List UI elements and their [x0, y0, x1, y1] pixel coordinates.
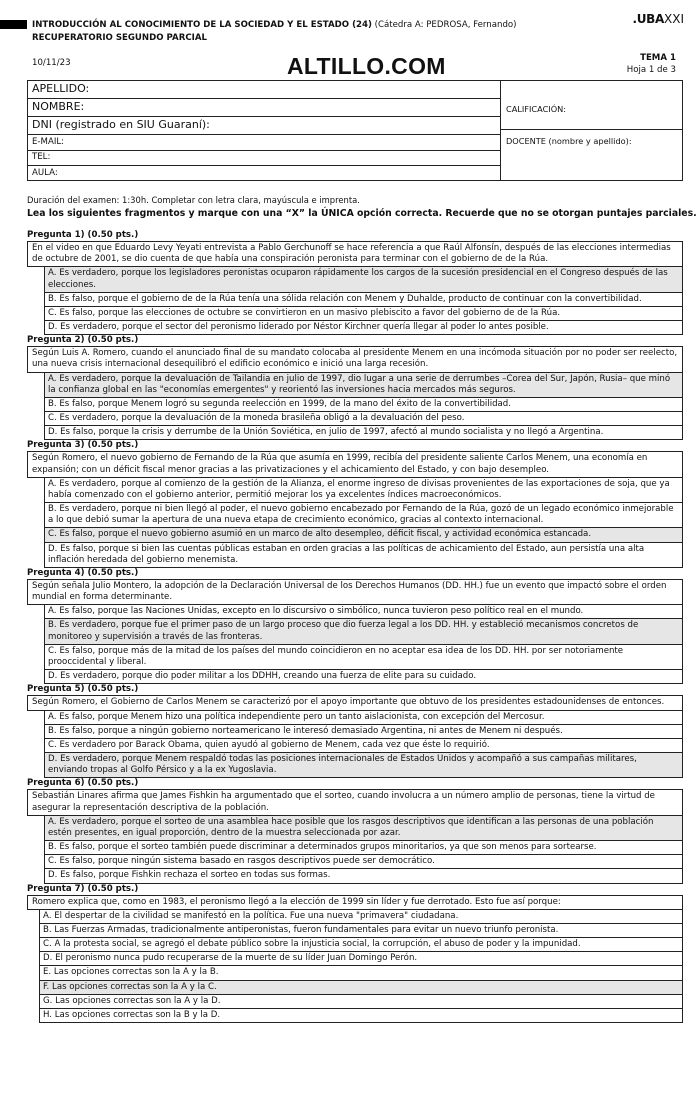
teacher-field: DOCENTE (nombre y apellido):	[506, 136, 632, 146]
question-2	[27, 335, 683, 440]
uba-logo-sub: XXI	[664, 12, 684, 26]
email-field[interactable]: E-MAIL:	[28, 135, 500, 151]
exam-duration: Duración del examen: 1:30h. Completar con letra clara, mayúscula e imprenta.	[27, 195, 360, 205]
answer-option-c[interactable]: C. Es verdadero por Barack Obama, quien ayudó al gobierno de Menem, cada vez que éste lo requirió.	[44, 739, 683, 753]
student-info-form	[27, 80, 683, 181]
answer-option-b[interactable]: B. Es verdadero, porque ni bien llegó al poder, el nuevo gobierno encabezado por Fernando de la Rúa, gozó de un legado económico inmejorable a lo que debió sumar la apertura de una nueva etapa de crecimiento económico, gracias al contexto internacional.	[44, 503, 683, 528]
answer-option-d[interactable]: D. Es verdadero, porque el sector del peronismo liderado por Néstor Kirchner quería llegar al poder lo antes posible.	[44, 321, 683, 335]
question-stem: Según Romero, el nuevo gobierno de Fernando de la Rúa que asumía en 1999, recibía del presidente saliente Carlos Menem, una economía en expansión; con un déficit fiscal menor gracias a las privatizaciones y el achicamiento del Estado, y con bajo desempleo.	[27, 451, 683, 477]
answer-option-h[interactable]: H. Las opciones correctas son la B y la D.	[39, 1009, 683, 1023]
exam-date: 10/11/23	[32, 58, 71, 68]
answer-option-d[interactable]: D. Es verdadero, porque dio poder militar a los DDHH, creando una fuerza de elite para su cuidado.	[44, 670, 683, 684]
answer-option-a[interactable]: A. Es verdadero, porque el sorteo de una asamblea hace posible que los rasgos descriptivos que identifican a las personas de una población estén presentes, en igual proporción, dentro de la muestra seleccionada por azar.	[44, 816, 683, 841]
course-chair: (Cátedra A: PEDROSA, Fernando)	[374, 20, 517, 30]
question-stem: Sebastián Linares afirma que James Fishkin ha argumentado que el sorteo, cuando involucra a un número amplio de personas, tiene la virtud de asegurar la representación descriptiva de la población.	[27, 789, 683, 815]
course-title	[32, 20, 592, 31]
question-heading: Pregunta 4) (0.50 pts.)	[27, 567, 139, 578]
question-7	[27, 884, 683, 1024]
exam-instructions: Lea los siguientes fragmentos y marque con una “X” la ÚNICA opción correcta. Recuerde que no se otorgan puntajes parciales.	[27, 208, 697, 219]
aula-field[interactable]: AULA:	[32, 168, 58, 179]
theme-label: TEMA 1	[640, 53, 676, 63]
answer-option-d[interactable]: D. Es verdadero, porque Menem respaldó todas las posiciones internacionales de Estados Unidos y acompañó a sus campañas militares, enviando tropas al Golfo Pérsico y a la ex Yugoslavia.	[44, 753, 683, 778]
apellido-field[interactable]: APELLIDO:	[28, 81, 500, 99]
question-heading: Pregunta 3) (0.50 pts.)	[27, 440, 139, 451]
answer-option-g[interactable]: G. Las opciones correctas son la A y la D.	[39, 995, 683, 1009]
question-stem: Según Luis A. Romero, cuando el anunciado final de su mandato colocaba al presidente Menem en una incómoda situación por no poder ser reelecto, una nueva crisis internacional desequilibró el edificio económico e inició una larga recesión.	[27, 346, 683, 372]
exam-type: RECUPERATORIO SEGUNDO PARCIAL	[32, 33, 207, 43]
question-heading: Pregunta 6) (0.50 pts.)	[27, 778, 139, 789]
answer-option-b[interactable]: B. Es falso, porque a ningún gobierno norteamericano le interesó demasiado Argentina, ni antes de Menem ni después.	[44, 725, 683, 739]
grade-divider	[501, 129, 683, 130]
nombre-field[interactable]: NOMBRE:	[28, 99, 500, 117]
question-3	[27, 440, 683, 568]
answer-option-e[interactable]: E. Las opciones correctas son la A y la B.	[39, 966, 683, 980]
uba-logo	[632, 12, 684, 28]
answer-option-a[interactable]: A. Es verdadero, porque la devaluación de Tailandia en julio de 1997, dio lugar a una serie de derrumbes –Corea del Sur, Japón, Rusia– que minó la confianza global en las "economías emergentes" y reorientó las inversiones hacia mercados más seguros.	[44, 373, 683, 398]
question-stem: Según Romero, el Gobierno de Carlos Menem se caracterizó por el apoyo importante que obtuvo de los presidentes estadounidenses de entonces.	[27, 695, 683, 710]
question-heading: Pregunta 5) (0.50 pts.)	[27, 684, 139, 695]
answer-option-d[interactable]: D. El peronismo nunca pudo recuperarse de la muerte de su líder Juan Domingo Perón.	[39, 952, 683, 966]
question-heading: Pregunta 7) (0.50 pts.)	[27, 883, 139, 894]
watermark: ALTILLO.COM	[287, 53, 446, 79]
question-6	[27, 778, 683, 883]
questions-list	[27, 230, 683, 1023]
corner-bar	[0, 20, 27, 29]
grade-field: CALIFICACIÓN:	[506, 104, 567, 114]
answer-option-a[interactable]: A. Es verdadero, porque los legisladores peronistas ocuparon rápidamente los cargos de la sucesión presidencial en el Congreso después de las elecciones.	[44, 267, 683, 292]
answer-option-c[interactable]: C. A la protesta social, se agregó el debate público sobre la injusticia social, la corrupción, el abuso de poder y la impunidad.	[39, 938, 683, 952]
answer-option-b[interactable]: B. Las Fuerzas Armadas, tradicionalmente antiperonistas, fueron fundamentales para evitar un nuevo triunfo peronista.	[39, 924, 683, 938]
question-stem: Según señala Julio Montero, la adopción de la Declaración Universal de los Derechos Humanos (DD. HH.) fue un evento que impactó sobre el orden mundial en forma determinante.	[27, 579, 683, 605]
tel-field[interactable]: TEL:	[28, 151, 500, 167]
answer-option-f[interactable]: F. Las opciones correctas son la A y la C.	[39, 981, 683, 995]
answer-option-b[interactable]: B. Es falso, porque el gobierno de de la Rúa tenía una sólida relación con Menem y Duhalde, producto de continuar con la convertibilidad.	[44, 293, 683, 307]
question-5	[27, 684, 683, 778]
answer-option-c[interactable]: C. Es verdadero, porque la devaluación de la moneda brasileña obligó a la devaluación del peso.	[44, 412, 683, 426]
question-stem: Romero explica que, como en 1983, el peronismo llegó a la elección de 1999 sin líder y fue derrotado. Esto fue así porque:	[27, 895, 683, 910]
page-indicator: Hoja 1 de 3	[626, 65, 676, 75]
answer-option-c[interactable]: C. Es falso, porque el nuevo gobierno asumió en un marco de alto desempleo, déficit fiscal, y actividad económica estancada.	[44, 528, 683, 542]
answer-option-d[interactable]: D. Es falso, porque la crisis y derrumbe de la Unión Soviética, en julio de 1997, afectó al mundo socialista y no llegó a Argentina.	[44, 426, 683, 440]
answer-option-b[interactable]: B. Es verdadero, porque fue el primer paso de un largo proceso que dio fuerza legal a los DD. HH. y estableció mecanismos concretos de monitoreo y supervisión a través de las fronteras.	[44, 619, 683, 644]
answer-option-a[interactable]: A. Es verdadero, porque al comienzo de la gestión de la Alianza, el enorme ingreso de divisas provenientes de las exportaciones de soja, que ya había comenzado con el gobierno anterior, permitió mejorar los ya excelentes índices macroeconómicos.	[44, 478, 683, 503]
answer-option-b[interactable]: B. Es falso, porque Menem logró su segunda reelección en 1999, de la mano del éxito de la convertibilidad.	[44, 398, 683, 412]
answer-option-a[interactable]: A. Es falso, porque las Naciones Unidas, excepto en lo discursivo o simbólico, nunca tuvieron peso político real en el mundo.	[44, 605, 683, 619]
student-fields	[28, 81, 501, 180]
answer-option-c[interactable]: C. Es falso, porque ningún sistema basado en rasgos descriptivos puede ser democrático.	[44, 855, 683, 869]
question-heading: Pregunta 1) (0.50 pts.)	[27, 230, 139, 240]
question-stem: En el video en que Eduardo Levy Yeyati entrevista a Pablo Gerchunoff se hace referencia a que Raúl Alfonsín, después de las elecciones intermedias de octubre de 2001, se dio cuenta de que había una conspiración peronista para terminar con el gobierno de de la Rúa.	[27, 241, 683, 267]
answer-option-b[interactable]: B. Es falso, porque el sorteo también puede discriminar a determinados grupos minoritarios, ya que son menos para sortearse.	[44, 841, 683, 855]
answer-option-a[interactable]: A. El despertar de la civilidad se manifestó en la política. Fue una nueva "primavera" ciudadana.	[39, 910, 683, 924]
dni-field[interactable]: DNI (registrado en SIU Guaraní):	[28, 117, 500, 135]
question-1	[27, 230, 683, 335]
course-name: INTRODUCCIÓN AL CONOCIMIENTO DE LA SOCIEDAD Y EL ESTADO (24)	[32, 20, 372, 30]
answer-option-c[interactable]: C. Es falso, porque más de la mitad de los países del mundo coincidieron en no aceptar esa idea de los DD. HH. por ser notoriamente prooccidental y liberal.	[44, 645, 683, 670]
answer-option-c[interactable]: C. Es falso, porque las elecciones de octubre se convirtieron en un masivo plebiscito a favor del gobierno de de la Rúa.	[44, 307, 683, 321]
answer-option-a[interactable]: A. Es falso, porque Menem hizo una política independiente pero un tanto aislacionista, con excepción del Mercosur.	[44, 711, 683, 725]
answer-option-d[interactable]: D. Es falso, porque Fishkin rechaza el sorteo en todas sus formas.	[44, 869, 683, 883]
question-heading: Pregunta 2) (0.50 pts.)	[27, 335, 139, 346]
uba-logo-main: .UBA	[632, 12, 665, 26]
answer-option-d[interactable]: D. Es falso, porque si bien las cuentas públicas estaban en orden gracias a las políticas de achicamiento del Estado, aun persistía una alta inflación heredada del gobierno menemista.	[44, 543, 683, 568]
question-4	[27, 568, 683, 684]
